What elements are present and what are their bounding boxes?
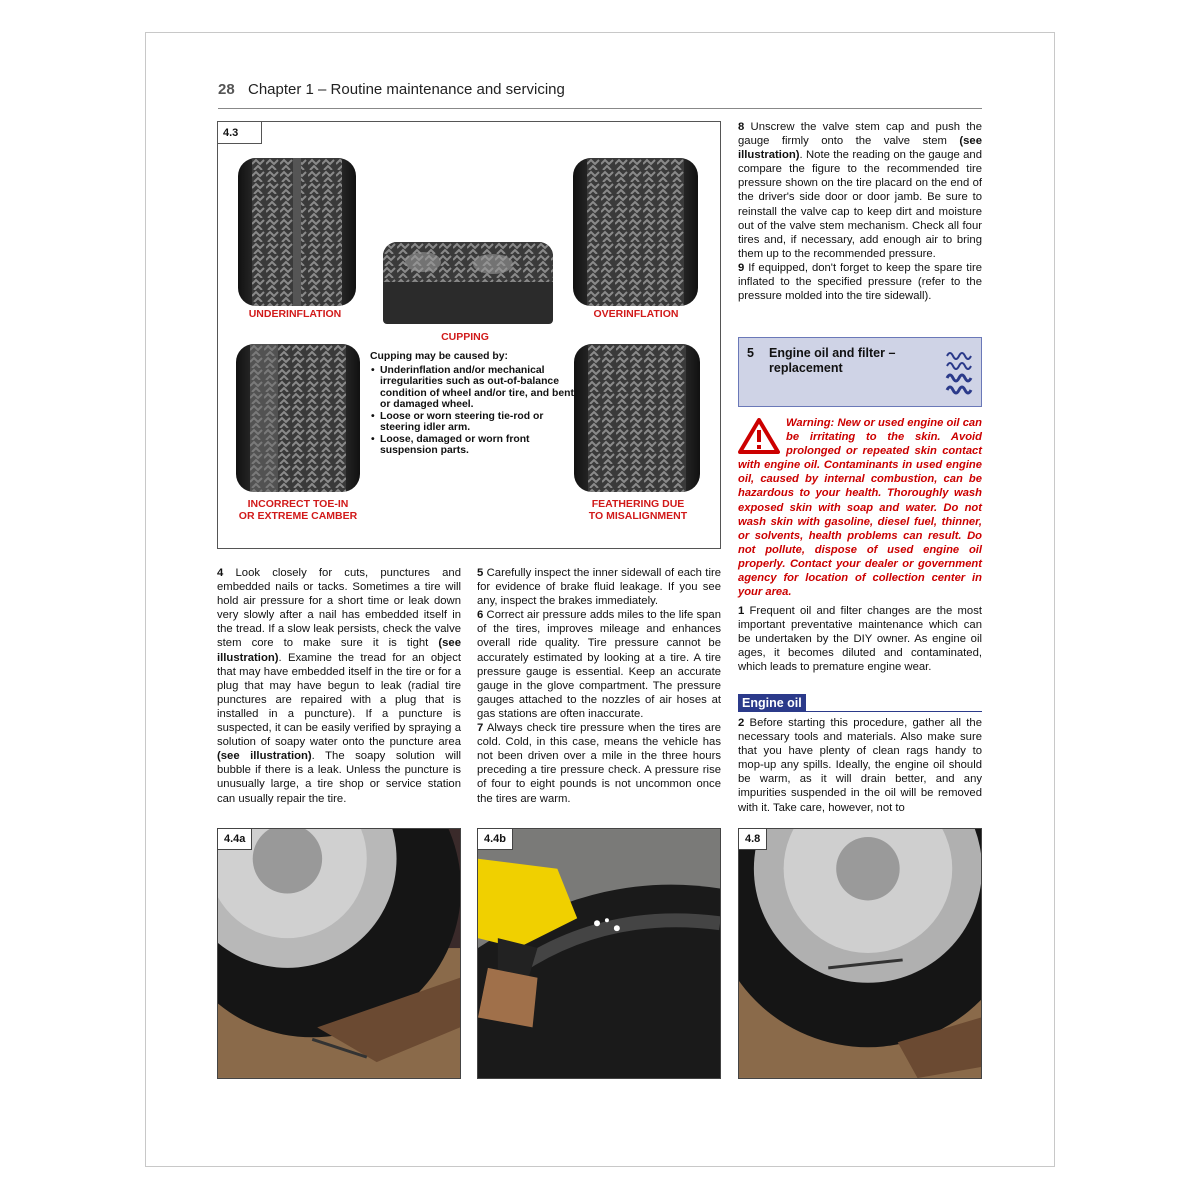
caption-toe-in [222, 498, 374, 522]
step-8 [738, 120, 982, 261]
cupping-note [370, 351, 580, 457]
step-text: Unscrew the valve stem cap and push the gauge firmly onto the valve stem [738, 121, 983, 148]
photo-tag: 4.4a [218, 829, 252, 850]
step-number: 5 [477, 567, 484, 579]
step-text: Frequent oil and filter changes are the most important preventative maintenance which can be undertaken by the DIY owner. As engine oil ages, it becomes diluted and contaminated, which leads to premature engine wear. [738, 605, 983, 674]
page-header [218, 78, 982, 109]
section-number: 5 [747, 346, 754, 360]
valve-core-check-image [218, 829, 460, 1078]
step-text: If equipped, don't forget to keep the spare tire inflated to the specified pressure (refer to the pressure molded into the tire sidewall). [738, 261, 983, 303]
step-number: 1 [738, 605, 745, 617]
photo-4-4a [217, 828, 461, 1079]
step-number: 6 [477, 609, 484, 622]
step-text: Look closely for cuts, punctures and embedded nails or tacks. Sometimes a tire will hold air pressure for a short time or leak down very slowly after a nail has embedded itself in the tread. If a slow leak persists, check the valve stem core to make sure it is tight [217, 567, 461, 650]
warning-triangle-icon [738, 418, 780, 454]
caption-overinflation: OVERINFLATION [593, 308, 679, 320]
tire-toe-in-image [236, 344, 360, 492]
caption-toe-in-line2: OR EXTREME CAMBER [238, 510, 358, 522]
step-text: . Examine the tread for an object that may have embedded itself in the tire or for a plug that may have begun to leak (radial tire punctures are repaired with a plug that is installed in a puncture). If a puncture is suspected, it can be easily verified by spraying a solution of soapy water onto the puncture area [217, 651, 461, 749]
photo-4-4b [477, 828, 721, 1079]
step-5 [477, 566, 721, 608]
left-column [217, 566, 461, 806]
right-column-top [738, 120, 982, 303]
subheading-rule [738, 711, 982, 712]
step-7 [477, 721, 721, 806]
oil-step-2 [738, 716, 982, 815]
caption-feathering-line1: FEATHERING DUE [591, 498, 685, 510]
engine-oil-subheading: Engine oil [738, 694, 806, 712]
caption-feathering-line2: TO MISALIGNMENT [588, 510, 688, 522]
oil-step-1 [738, 604, 982, 674]
illustration-ref: (see illustration) [738, 135, 982, 162]
step-number: 7 [477, 722, 484, 735]
photo-4-8 [738, 828, 982, 1079]
middle-column [477, 566, 721, 806]
difficulty-rating-icon [943, 344, 977, 400]
step-number: 9 [738, 261, 745, 274]
step-text: Before starting this procedure, gather all the necessary tools and materials. Also make sure that you have plenty of clean rags handy to mop-up any spills. Ideally, the engine oil should be warm, as it will drain better, and any impurities suspended in the oil will be removed with it. Take care, however, not to [738, 717, 982, 814]
caption-underinflation: UNDERINFLATION [248, 308, 342, 320]
chapter-title: Chapter 1 – Routine maintenance and servicing [248, 81, 565, 98]
step-text: Always check tire pressure when the tires are cold. Cold, in this case, means the vehicle has not been driven over a mile in the three hours preceding a tire pressure check. A pressure rise of four to eight pounds is not uncommon once the tires are warm. [477, 722, 722, 805]
step-6 [477, 608, 721, 721]
warning-text: Warning: New or used engine oil can be irritating to the skin. Avoid prolonged or repeated skin contact with engine oil. Contaminants in used engine oil, caused by internal combustion, can be hazardous to your health. Thoroughly wash exposed skin with soap and water. Do not wash skin with gasoline, diesel fuel, thinner, or solvents, health problems can result. Do not pollute, dispose of used engine oil properly. Contact your dealer or government agency for location of collection center in your area. [738, 417, 982, 599]
pressure-gauge-check-image [739, 829, 981, 1078]
tire-cupping-image [383, 242, 553, 324]
step-text: . Note the reading on the gauge and compare the figure to the recommended tire pressure shown on the tire placard on the end of the driver's side door or door jamb. Be sure to reinstall the valve cap to keep dirt and moisture out of the valve stem mechanism. Check all four tires and, if necessary, add enough air to bring them up to the recommended pressure. [738, 149, 982, 260]
cupping-note-item: • Loose, damaged or worn front suspension parts. [380, 434, 580, 457]
step-text: Correct air pressure adds miles to the life span of the tires, improves mileage and enhances overall ride quality. Tire pressure cannot be accurately estimated by looking at a tire. A tire pressure gauge is essential. Keep an accurate gauge in the glove compartment. The pressure gauges attached to the nozzles of air hoses at gas stations are often inaccurate. [477, 609, 721, 720]
step-text: Carefully inspect the inner sidewall of each tire for evidence of brake fluid leakage. If you see any, inspect the brakes immediately. [477, 567, 721, 608]
step-text: . The soapy solution will bubble if there is a leak. Unless the puncture is unusually large, a tire shop or service station can usually repair the tire. [217, 750, 461, 805]
illustration-ref: (see illustration) [217, 750, 312, 763]
figure-tag: 4.3 [218, 122, 262, 144]
step-9 [738, 261, 982, 303]
soapy-water-spray-image [478, 829, 720, 1078]
cupping-note-item: • Loose or worn steering tie-rod or steering idler arm. [380, 411, 580, 434]
illustration-ref: (see illustration) [217, 637, 461, 664]
step-number: 8 [738, 121, 745, 133]
cupping-note-heading: Cupping may be caused by: [370, 351, 508, 362]
section-5-header [738, 337, 982, 407]
tire-overinflation-image [573, 158, 698, 306]
oil-step-1-block [738, 604, 982, 674]
photo-tag: 4.8 [739, 829, 767, 850]
step-number: 2 [738, 717, 745, 729]
caption-toe-in-line1: INCORRECT TOE-IN [247, 498, 349, 510]
caption-cupping: CUPPING [441, 331, 489, 343]
tire-underinflation-image [238, 158, 356, 306]
warning-block [738, 416, 982, 599]
section-title: Engine oil and filter – replacement [769, 346, 896, 375]
oil-step-2-block [738, 716, 982, 815]
page-number: 28 [218, 81, 235, 98]
step-4 [217, 566, 461, 806]
photo-tag: 4.4b [478, 829, 513, 850]
cupping-note-item: • Underinflation and/or mechanical irregularities such as out-of-balance condition of wheel and/or tire, and bent or damaged wheel. [380, 365, 580, 411]
step-number: 4 [217, 567, 224, 579]
caption-feathering [572, 498, 704, 522]
tire-feathering-image [574, 344, 700, 492]
